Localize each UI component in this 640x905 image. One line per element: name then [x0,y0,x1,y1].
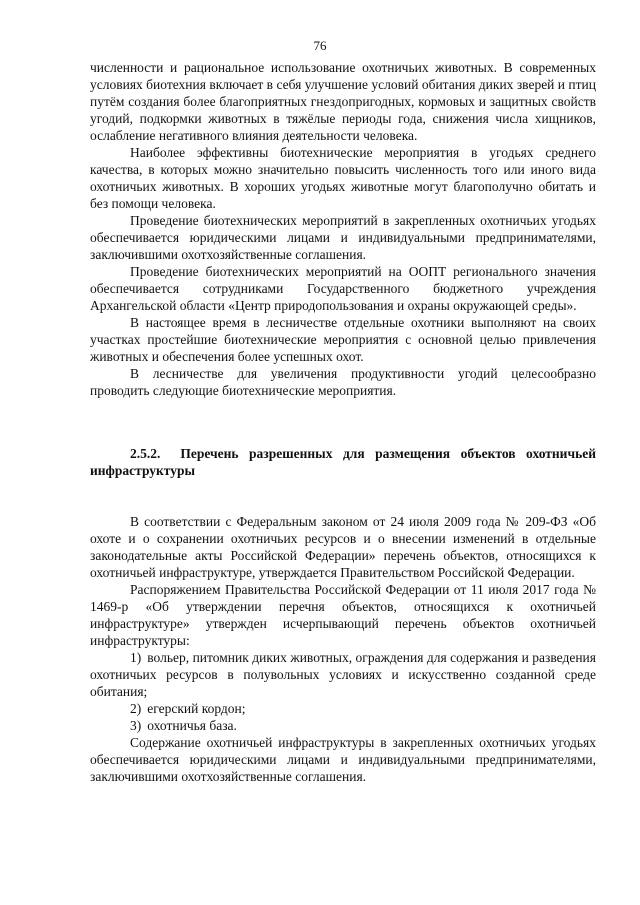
paragraph: Проведение биотехнических мероприятий на ООПТ регионального значения обеспечивается сотрудниками Государственного бюджетного учреждения Архангельской области «Центр природопользования и охраны окружающей среды». [90,264,596,313]
document-body [90,59,596,785]
list-marker: 1) [130,650,142,665]
list-marker: 2) [130,701,142,716]
page-number: 76 [313,38,327,53]
paragraph: Содержание охотничьей инфраструктуры в закрепленных охотничьих угодьях обеспечивается юридическими лицами и индивидуальными предпринимателями, заключившими охотхозяйственные соглашения. [90,735,596,784]
list-item [90,649,596,700]
paragraph: численности и рациональное использование охотничьих животных. В современных условиях биотехния включает в себя улучшение условий обитания диких зверей и птиц путём создания более благоприятных гнездопригодных, кормовых и защитных свойств угодий, подкормки животных в тяжёлые периоды года, снижения числа хищников, ослабление негативного влияния деятельности человека. [90,60,596,143]
paragraph: Распоряжением Правительства Российской Федерации от 11 июля 2017 года № 1469-р «Об утверждении перечня объектов, относящихся к охотничьей инфраструктуре» утвержден исчерпывающий перечень объектов охотничьей инфраструктуры: [90,582,596,648]
section-title: Перечень разрешенных для размещения объектов охотничьей инфраструктуры [90,446,596,478]
list-marker: 3) [130,718,142,733]
list-item [90,717,596,734]
list-item-text: охотничья база. [147,718,237,733]
paragraph: Наиболее эффективны биотехнические мероприятия в угодьях среднего качества, в которых можно значительно повысить численность того или иного вида охотничьих животных. В хороших угодьях животные могут благополучно обитать и без помощи человека. [90,145,596,211]
paragraph: В соответствии с Федеральным законом от 24 июля 2009 года № 209-ФЗ «Об охоте и о сохранении охотничьих ресурсов и о внесении изменений в отдельные законодательные акты Российской Федерации» перечень объектов, относящихся к охотничьей инфраструктуре, утверждается Правительством Российской Федерации. [90,514,596,580]
section-number: 2.5.2. [130,446,161,461]
paragraph: Проведение биотехнических мероприятий в закрепленных охотничьих угодьях обеспечивается юридическими лицами и индивидуальными предпринимателями, заключившими охотхозяйственные соглашения. [90,213,596,262]
infrastructure-list [90,649,596,734]
list-item [90,700,596,717]
list-item-text: егерский кордон; [147,701,246,716]
paragraph: В лесничестве для увеличения продуктивности угодий целесообразно проводить следующие биотехнические мероприятия. [90,366,596,398]
paragraph: В настоящее время в лесничестве отдельные охотники выполняют на своих участках простейшие биотехнические мероприятия с основной целью привлечения животных и обеспечения более успешных охот. [90,315,596,364]
section-heading [90,445,596,479]
list-item-text: вольер, питомник диких животных, ограждения для содержания и разведения охотничьих ресурсов в полувольных условиях и искусственно созданной среде обитания; [90,650,596,699]
